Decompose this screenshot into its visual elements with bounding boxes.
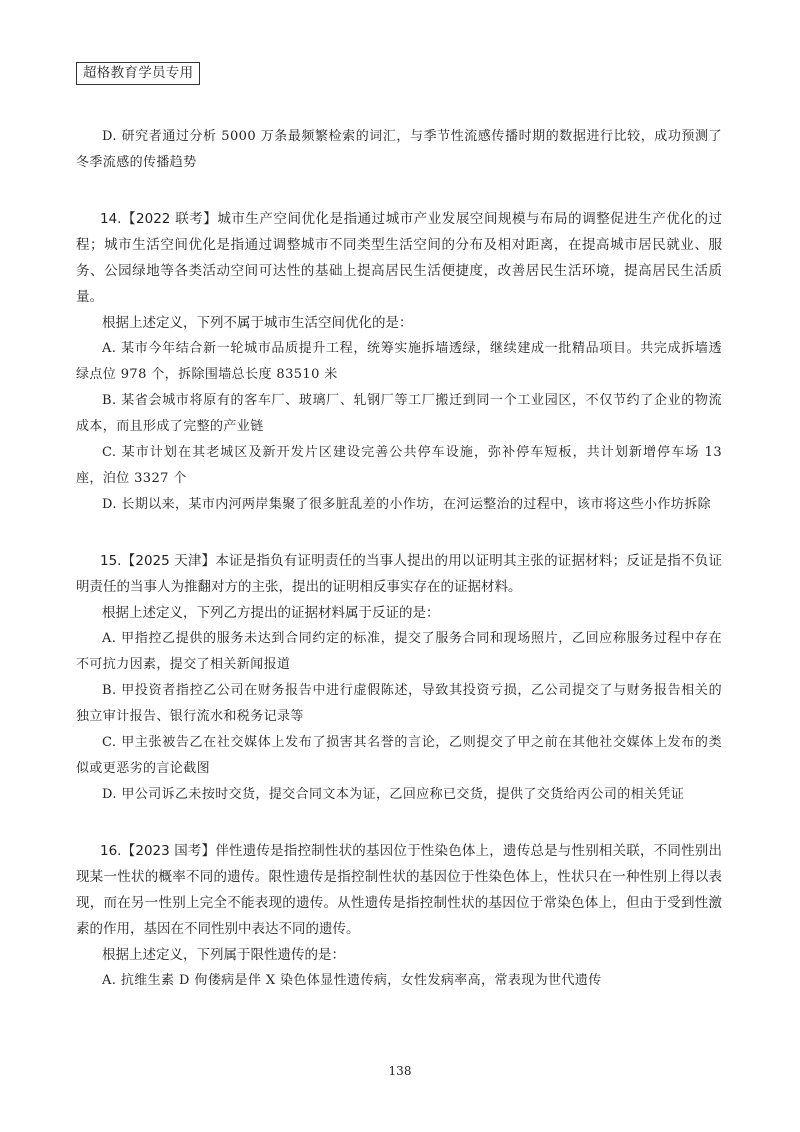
page-number: 138 [388, 1064, 412, 1078]
question-15 [76, 548, 722, 808]
option-c: C. 甲主张被告乙在社交媒体上发布了损害其名誉的言论，乙则提交了甲之前在其他社交媒体上发布的类似或更恶劣的言论截图 [76, 735, 722, 776]
question-prompt: 根据上述定义，下列乙方提出的证据材料属于反证的是： [102, 605, 440, 621]
option-d: D. 甲公司诉乙未按时交货，提交合同文本为证，乙回应称已交货，提供了交货给丙公司的相关凭证 [102, 787, 685, 802]
question-14 [76, 206, 722, 518]
header-label: 超格教育学员专用 [76, 62, 200, 85]
option-a: A. 甲指控乙提供的服务未达到合同约定的标准，提交了服务合同和现场照片，乙回应称服务过程中存在不可抗力因素，提交了相关新闻报道 [76, 631, 722, 672]
question-prompt: 根据上述定义，下列属于限性遗传的是： [102, 947, 345, 963]
page-content [76, 124, 722, 994]
question-stem: 16.【2023 国考】伴性遗传是指控制性状的基因位于性染色体上，遗传总是与性别相关联，不同性别出现某一性状的概率不同的遗传。限性遗传是指控制性状的基因位于性染色体上，性状只在一种性别上得以表现，而在另一性别上完全不能表现的遗传。从性遗传是指控制性状的基因位于常染色体上，但由于受到性激素的作用，基因在不同性别中表达不同的遗传。 [76, 843, 722, 937]
option-a: A. 某市今年结合新一轮城市品质提升工程，统筹实施拆墙透绿，继续建成一批精品项目。共完成拆墙透绿点位 978 个，拆除围墙总长度 83510 米 [76, 341, 722, 382]
option-d: D. 长期以来，某市内河两岸集聚了很多脏乱差的小作坊，在河运整治的过程中，该市将这些小作坊拆除 [102, 497, 712, 512]
question-prompt: 根据上述定义，下列不属于城市生活空间优化的是： [102, 315, 413, 331]
option-a: A. 抗维生素 D 佝偻病是伴 X 染色体显性遗传病，女性发病率高，常表现为世代遗传 [102, 973, 602, 988]
question-stem: 14.【2022 联考】城市生产空间优化是指通过城市产业发展空间规模与布局的调整促进生产优化的过程；城市生活空间优化是指通过调整城市不同类型生活空间的分布及相对距离，在提高城市居民就业、服务、公园绿地等各类活动空间可达性的基础上提高居民生活便捷度，改善居民生活环境，提高居民生活质量。 [76, 211, 722, 305]
question-stem: 15.【2025 天津】本证是指负有证明责任的当事人提出的用以证明其主张的证据材料；反证是指不负证明责任的当事人为推翻对方的主张，提出的证明相反事实存在的证据材料。 [76, 553, 722, 595]
option-b: B. 甲投资者指控乙公司在财务报告中进行虚假陈述，导致其投资亏损，乙公司提交了与财务报告相关的独立审计报告、银行流水和税务记录等 [76, 683, 722, 724]
question-16 [76, 838, 722, 994]
continuation-option-d: D. 研究者通过分析 5000 万条最频繁检索的词汇，与季节性流感传播时期的数据进行比较，成功预测了冬季流感的传播趋势 [76, 129, 722, 170]
option-c: C. 某市计划在其老城区及新开发片区建设完善公共停车设施，弥补停车短板，共计划新增停车场 13 座，泊位 3327 个 [76, 445, 722, 486]
option-b: B. 某省会城市将原有的客车厂、玻璃厂、轧钢厂等工厂搬迁到同一个工业园区，不仅节约了企业的物流成本，而且形成了完整的产业链 [76, 393, 722, 434]
